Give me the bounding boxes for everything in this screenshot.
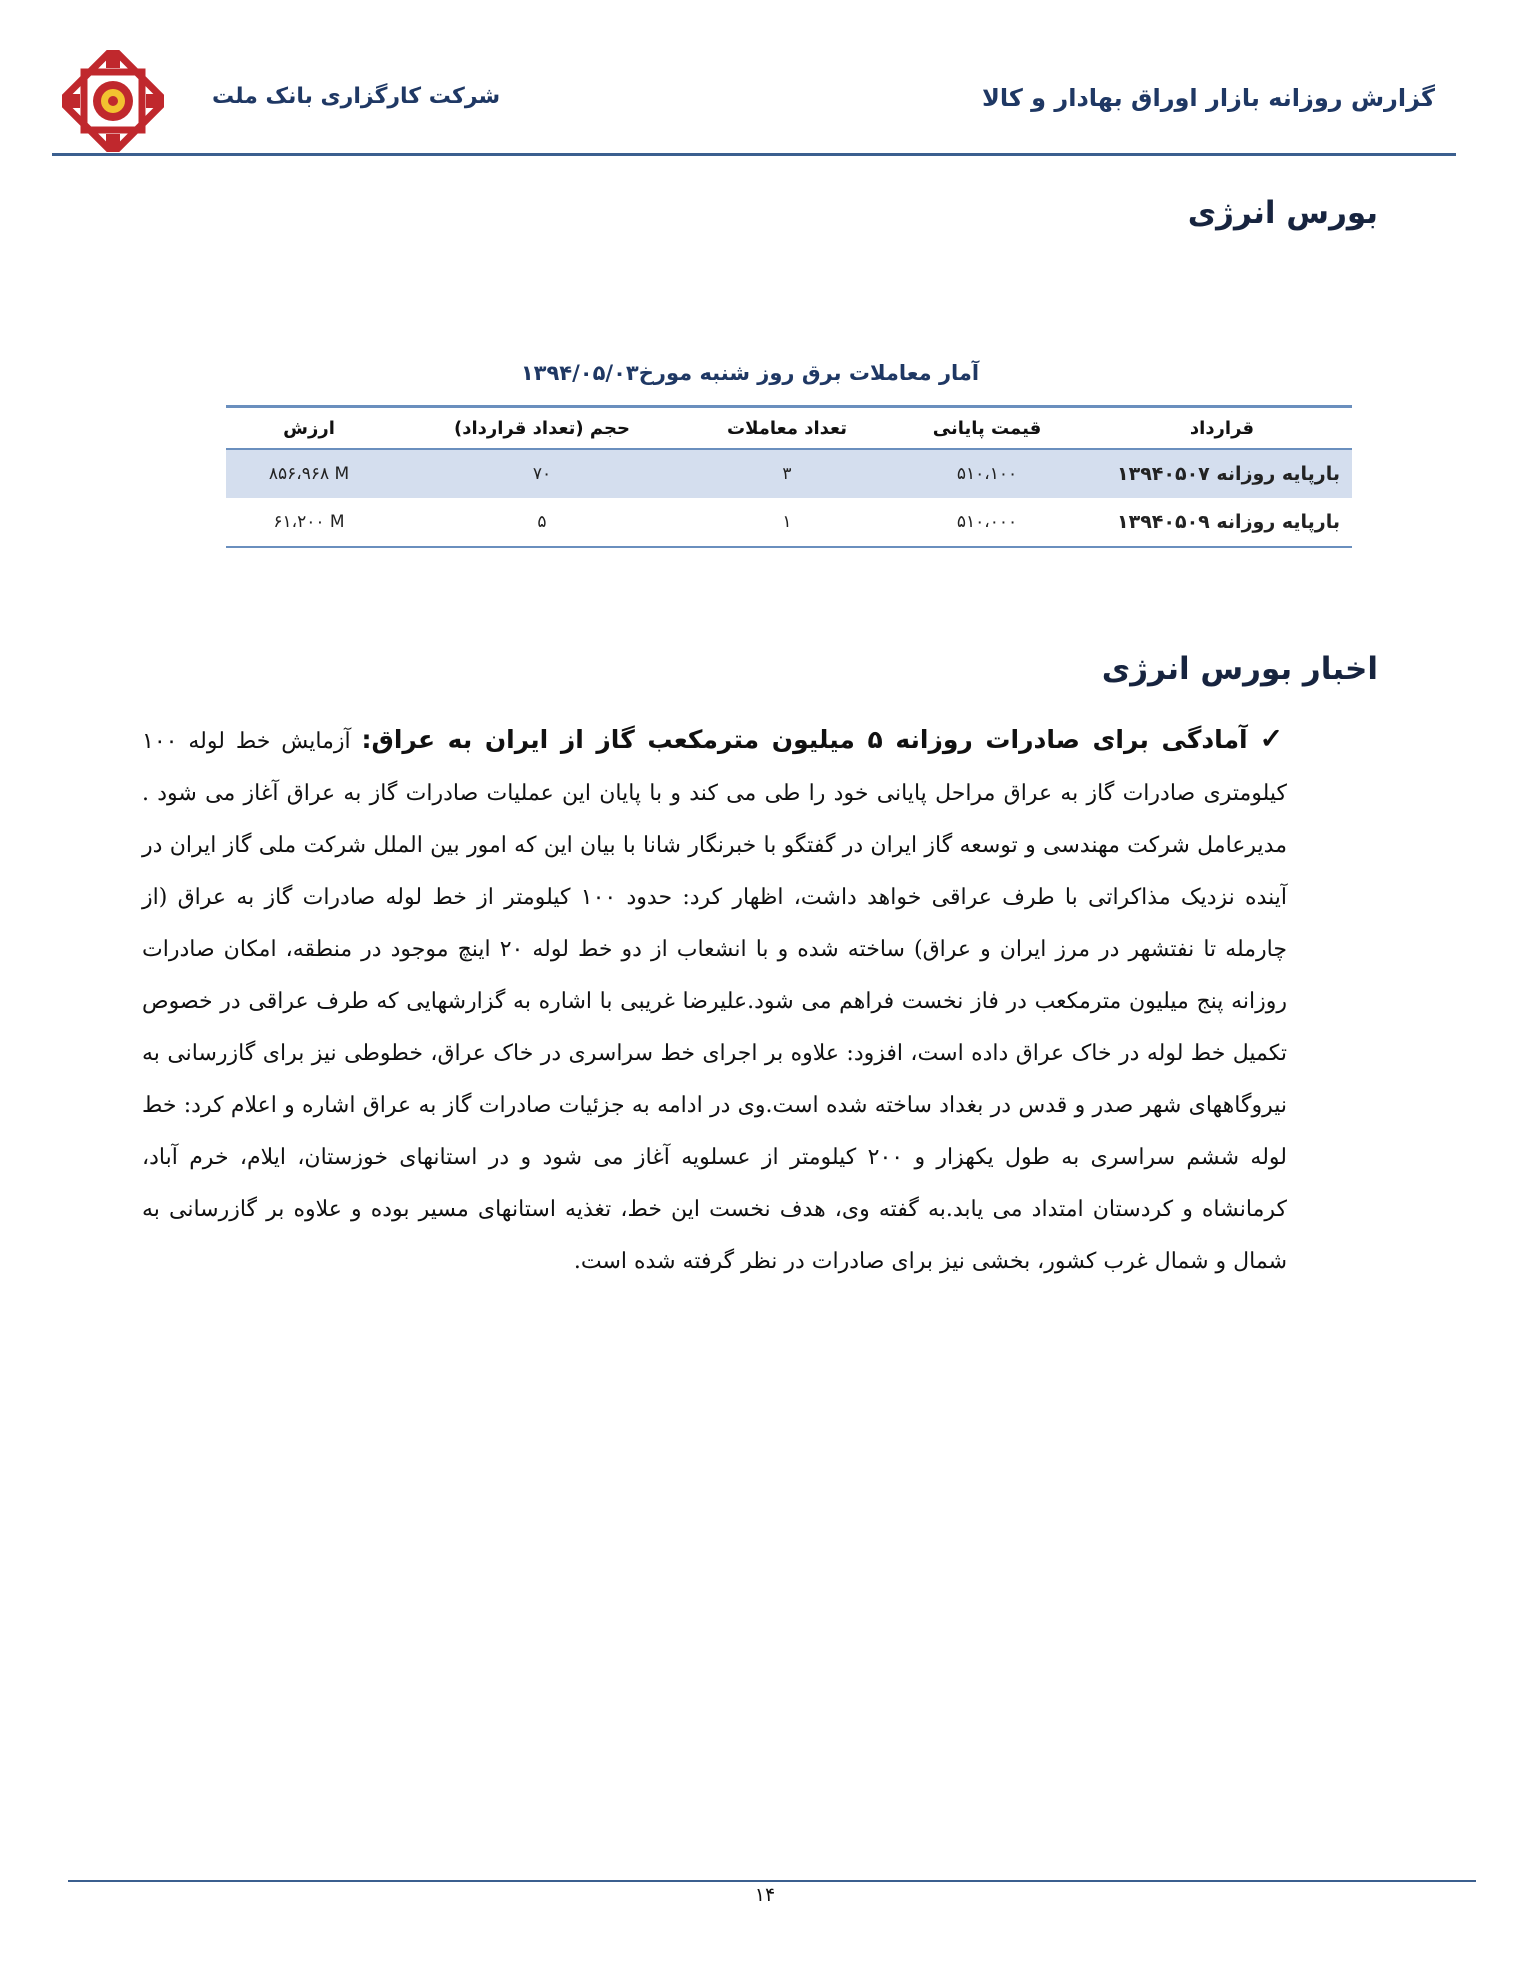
table-header-row [226,407,1352,450]
section-title: بورس انرژی [1187,195,1378,231]
cell-contract: بارپایه روزانه ۱۳۹۴۰۵۰۹ [1117,511,1340,533]
table-caption: آمار معاملات برق روز شنبه مورخ۱۳۹۴/۰۵/۰۳ [520,361,980,385]
company-name: شرکت کارگزاری بانک ملت [212,84,501,109]
footer-divider [68,1880,1476,1882]
cell-final-price: ۵۱۰،۱۰۰ [882,449,1092,498]
news-body: آزمایش خط لوله ۱۰۰ کیلومتری صادرات گاز به عراق مراحل پایانی خود را طی می کند و با پایان این عملیات صادرات گاز به عراق آغاز می شود . مدیرعامل شرکت مهندسی و توسعه گاز ایران در گفتگو با خبرنگار شانا با بیان این که امور بین الملل شرکت ملی گاز ایران در آینده نزدیک مذاکراتی با طرف عراقی خواهد داشت، اظهار کرد: حدود ۱۰۰ کیلومتر از خط لوله صادرات گاز به عراق (از چارمله تا نفتشهر در مرز ایران و عراق) ساخته شده و با انشعاب از دو خط لوله ۲۰ اینچ موجود در منطقه، امکان صادرات روزانه پنج میلیون مترمکعب در فاز نخست فراهم می شود.علیرضا غریبی با اشاره به گزارشهایی که طرف عراقی در خصوص تکمیل خط لوله در خاک عراق داده است، افزود: علاوه بر اجرای خط سراسری در خاک عراق، خطوطی نیز برای گازرسانی به نیروگاههای شهر صدر و قدس در بغداد ساخته شده است.وی در ادامه به جزئیات صادرات گاز به عراق اشاره و اعلام کرد: خط لوله ششم سراسری به طول یکهزار و ۲۰۰ کیلومتر از عسلویه آغاز می شود و در استانهای خوزستان، ایلام، خرم آباد، کرمانشاه و کردستان امتداد می یابد.به گفته وی، هدف نخست این خط، تغذیه استانهای مسیر بوده و علاوه بر گازرسانی به شمال و شمال غرب کشور، بخشی نیز برای صادرات در نظر گرفته شده است. [142,729,1287,1274]
news-section-title: اخبار بورس انرژی [1101,651,1378,687]
cell-trade-count: ۱ [782,512,792,532]
column-header-final-price: قیمت پایانی [932,417,1042,439]
header-divider [52,153,1456,156]
news-headline: آمادگی برای صادرات روزانه ۵ میلیون مترمکعب گاز از ایران به عراق: [361,725,1248,754]
cell-trade-count: ۳ [692,449,882,498]
table-row [226,498,1352,547]
cell-final-price: ۵۱۰،۰۰۰ [956,512,1018,532]
news-item [142,713,1287,1288]
column-header-volume: حجم (تعداد قرارداد) [454,417,630,439]
column-header-contract: قرارداد [1189,417,1255,439]
cell-value: ۶۱،۲۰۰ M [273,512,345,532]
page-number: ۱۴ [754,1884,776,1906]
cell-value: ۸۵۶،۹۶۸ M [226,449,392,498]
cell-volume: ۷۰ [392,449,692,498]
cell-contract: بارپایه روزانه ۱۳۹۴۰۵۰۷ [1092,449,1352,498]
cell-volume: ۵ [537,512,547,532]
table-row [226,449,1352,498]
company-logo-icon [62,50,164,152]
column-header-value: ارزش [283,417,335,439]
check-icon: ✓ [1259,722,1287,755]
report-title: گزارش روزانه بازار اوراق بهادار و کالا [981,84,1435,112]
column-header-trade-count: تعداد معاملات [727,417,847,439]
trades-table [226,405,1352,548]
